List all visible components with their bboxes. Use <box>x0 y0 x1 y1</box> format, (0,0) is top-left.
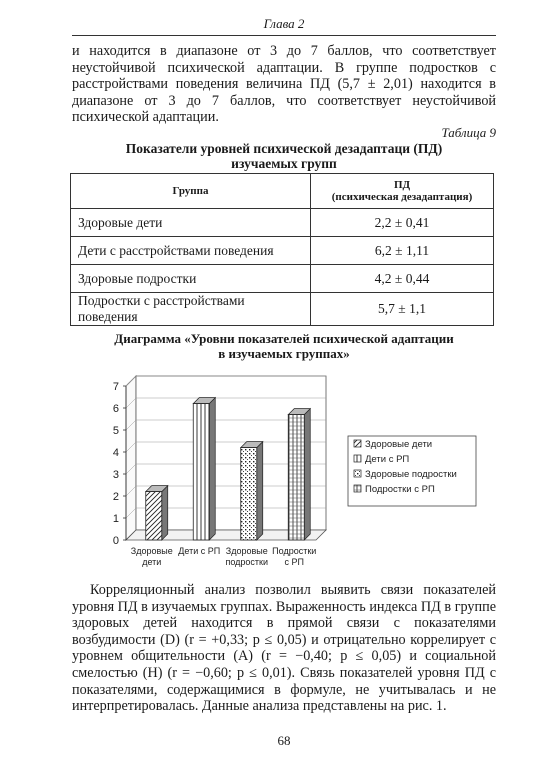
pd-table <box>70 173 494 326</box>
running-header: Глава 2 <box>263 16 305 31</box>
chart-y-tick-label: 6 <box>112 403 119 415</box>
col-header-group: Группа <box>71 174 311 209</box>
page-number: 68 <box>277 733 291 748</box>
chart-x-tick-label: Дети с РП <box>178 546 221 556</box>
legend-swatch <box>354 485 361 492</box>
chart-x-tick-label: Здоровые <box>225 546 268 556</box>
diagram-title-line1: Диаграмма «Уровни показателей психической адаптации <box>114 331 454 346</box>
header-rule <box>72 35 496 36</box>
bar <box>146 492 162 540</box>
cell-group: Здоровые подростки <box>71 265 311 293</box>
legend-label: Подростки с РП <box>365 484 435 495</box>
bar-side <box>257 442 263 540</box>
chart-y-tick-label: 7 <box>112 381 119 393</box>
chart-x-tick-label: Подростки <box>272 546 317 556</box>
table-header-row <box>71 174 494 209</box>
bar <box>193 404 209 540</box>
chart-y-tick-label: 3 <box>112 469 119 481</box>
chart-y-tick-label: 2 <box>112 491 119 503</box>
cell-group: Дети с расстройствами поведения <box>71 237 311 265</box>
col-header-pd <box>311 174 494 209</box>
table-title-line1: Показатели уровней психической дезадаптаци (ПД) <box>125 141 443 156</box>
chart-y-tick-label: 5 <box>112 425 119 437</box>
cell-value: 4,2 ± 0,44 <box>311 265 494 293</box>
bar-side <box>162 486 168 540</box>
cell-value: 2,2 ± 0,41 <box>311 209 494 237</box>
chart-x-tick-label: Здоровые <box>130 546 173 556</box>
chart-x-tick-label: с РП <box>284 557 304 567</box>
cell-group: Подростки с расстройствами поведения <box>71 293 311 326</box>
bar <box>288 415 304 540</box>
chart-side-wall <box>126 376 136 540</box>
table-row <box>71 293 494 326</box>
body-paragraph: Корреляционный анализ позволил выявить связи показателей уровня ПД в изучаемых группах. Выраженность индекса ПД в группе здоровых детей находится в прямой связи с показателями возбудимости (D) (r = +0,33; p ≤ 0,05) и отрицательно коррелирует с уровнем общительности (A) (r = −0,40; p ≤ 0,05) и социальной смелостью (H) (r = −0,60; p ≤ 0,01). Связь показателей уровня ПД с показателями, содержащимися в формуле, не учитывалась и не интерпретировалась. Данные анализа представлены на рис. 1. <box>72 582 496 715</box>
chart-x-tick-label: дети <box>142 557 162 567</box>
bar-side <box>304 409 310 540</box>
bar-side <box>209 398 215 540</box>
legend-swatch <box>354 455 361 462</box>
table-label: Таблица 9 <box>441 125 496 140</box>
table-title-line2: изучаемых групп <box>231 156 337 171</box>
table-row <box>71 209 494 237</box>
chart-y-tick-label: 0 <box>112 535 119 547</box>
legend-swatch <box>354 440 361 447</box>
intro-paragraph: и находится в диапазоне от 3 до 7 баллов, что соответствует неустойчивой психической адаптации. В группе подростков с расстройствами поведения величина ПД (5,7 ± 2,01) находится в диапазоне от 3 до 7 баллов, что соответствует неустойчивой психической адаптации. <box>72 43 496 126</box>
col-header-pd-line2: (психическая дезадаптация) <box>331 191 473 203</box>
chart-y-tick-label: 1 <box>112 513 119 525</box>
table-row <box>71 237 494 265</box>
cell-value: 5,7 ± 1,1 <box>311 293 494 326</box>
table-row <box>71 265 494 293</box>
chart-y-tick-label: 4 <box>112 447 119 459</box>
legend-label: Здоровые подростки <box>365 469 457 480</box>
cell-group: Здоровые дети <box>71 209 311 237</box>
cell-value: 6,2 ± 1,11 <box>311 237 494 265</box>
diagram-title-line2: в изучаемых группах» <box>218 346 350 361</box>
legend-label: Здоровые дети <box>365 439 433 450</box>
diagram-title <box>72 331 496 361</box>
bar-chart <box>100 372 480 572</box>
bar <box>241 448 257 540</box>
legend-swatch <box>354 470 361 477</box>
legend-label: Дети с РП <box>365 454 410 465</box>
chart-x-tick-label: подростки <box>225 557 269 567</box>
col-header-pd-line1: ПД <box>393 178 411 191</box>
table-title <box>72 141 496 171</box>
